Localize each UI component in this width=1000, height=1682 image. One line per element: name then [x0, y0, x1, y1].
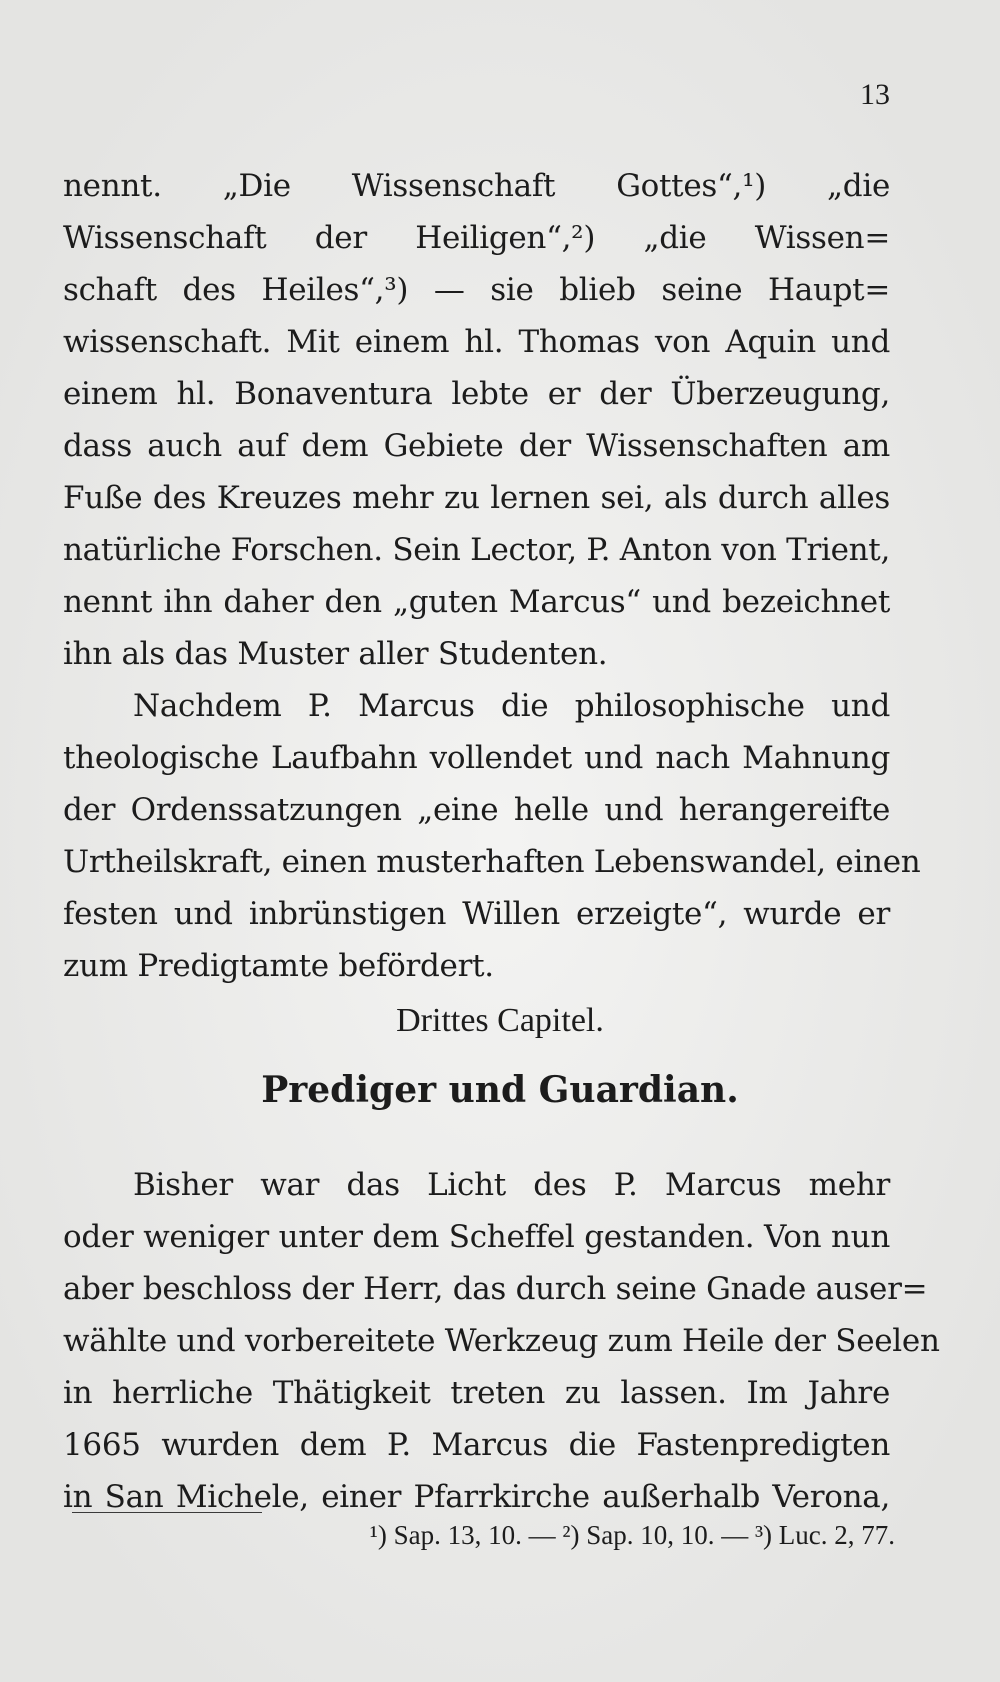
- page-number: 13: [860, 78, 890, 111]
- text-line: ihn als das Muster aller Studenten.: [63, 636, 608, 672]
- paragraph-3: [63, 1159, 940, 1523]
- paragraph-1-and-2: [63, 160, 921, 992]
- text-line: in herrliche Thätigkeit treten zu lassen. Im Jahre: [63, 1375, 890, 1411]
- text-line: nennt ihn daher den „guten Marcus“ und bezeichnet: [63, 584, 890, 620]
- text-line: zum Predigtamte befördert.: [63, 948, 494, 984]
- text-line: 1665 wurden dem P. Marcus die Fastenpredigten: [63, 1427, 890, 1463]
- text-line: schaft des Heiles“,³) — sie blieb seine Haupt=: [63, 272, 890, 308]
- text-line: der Ordenssatzungen „eine helle und herangereifte: [63, 792, 890, 828]
- text-line: natürliche Forschen. Sein Lector, P. Anton von Trient,: [63, 532, 890, 568]
- text-line: Nachdem P. Marcus die philosophische und: [133, 688, 890, 724]
- chapter-number: Drittes Capitel.: [396, 1002, 604, 1039]
- text-line: wählte und vorbereitete Werkzeug zum Heile der Seelen: [63, 1323, 940, 1359]
- footnotes: ¹) Sap. 13, 10. — ²) Sap. 10, 10. — ³) Luc. 2, 77.: [369, 1520, 895, 1550]
- text-line: Wissenschaft der Heiligen“,²) „die Wissen=: [63, 220, 890, 256]
- text-line: Fuße des Kreuzes mehr zu lernen sei, als durch alles: [63, 480, 890, 516]
- text-line: oder weniger unter dem Scheffel gestanden. Von nun: [63, 1219, 890, 1255]
- text-line: theologische Laufbahn vollendet und nach Mahnung: [63, 740, 890, 776]
- footnote-divider: [72, 1512, 262, 1513]
- text-line: dass auch auf dem Gebiete der Wissenschaften am: [63, 428, 890, 464]
- text-line: Urtheilskraft, einen musterhaften Lebenswandel, einen: [63, 844, 921, 880]
- text-line: in San Michele, einer Pfarrkirche außerhalb Verona,: [63, 1479, 890, 1515]
- text-line: festen und inbrünstigen Willen erzeigte“, wurde er: [63, 896, 890, 932]
- chapter-title: Prediger und Guardian.: [261, 1069, 739, 1111]
- text-line: aber beschloss der Herr, das durch seine Gnade auser=: [63, 1271, 928, 1307]
- text-line: wissenschaft. Mit einem hl. Thomas von Aquin und: [63, 324, 890, 360]
- text-line: einem hl. Bonaventura lebte er der Überzeugung,: [63, 376, 890, 412]
- text-line: Bisher war das Licht des P. Marcus mehr: [133, 1167, 890, 1203]
- text-line: nennt. „Die Wissenschaft Gottes“,¹) „die: [63, 168, 890, 204]
